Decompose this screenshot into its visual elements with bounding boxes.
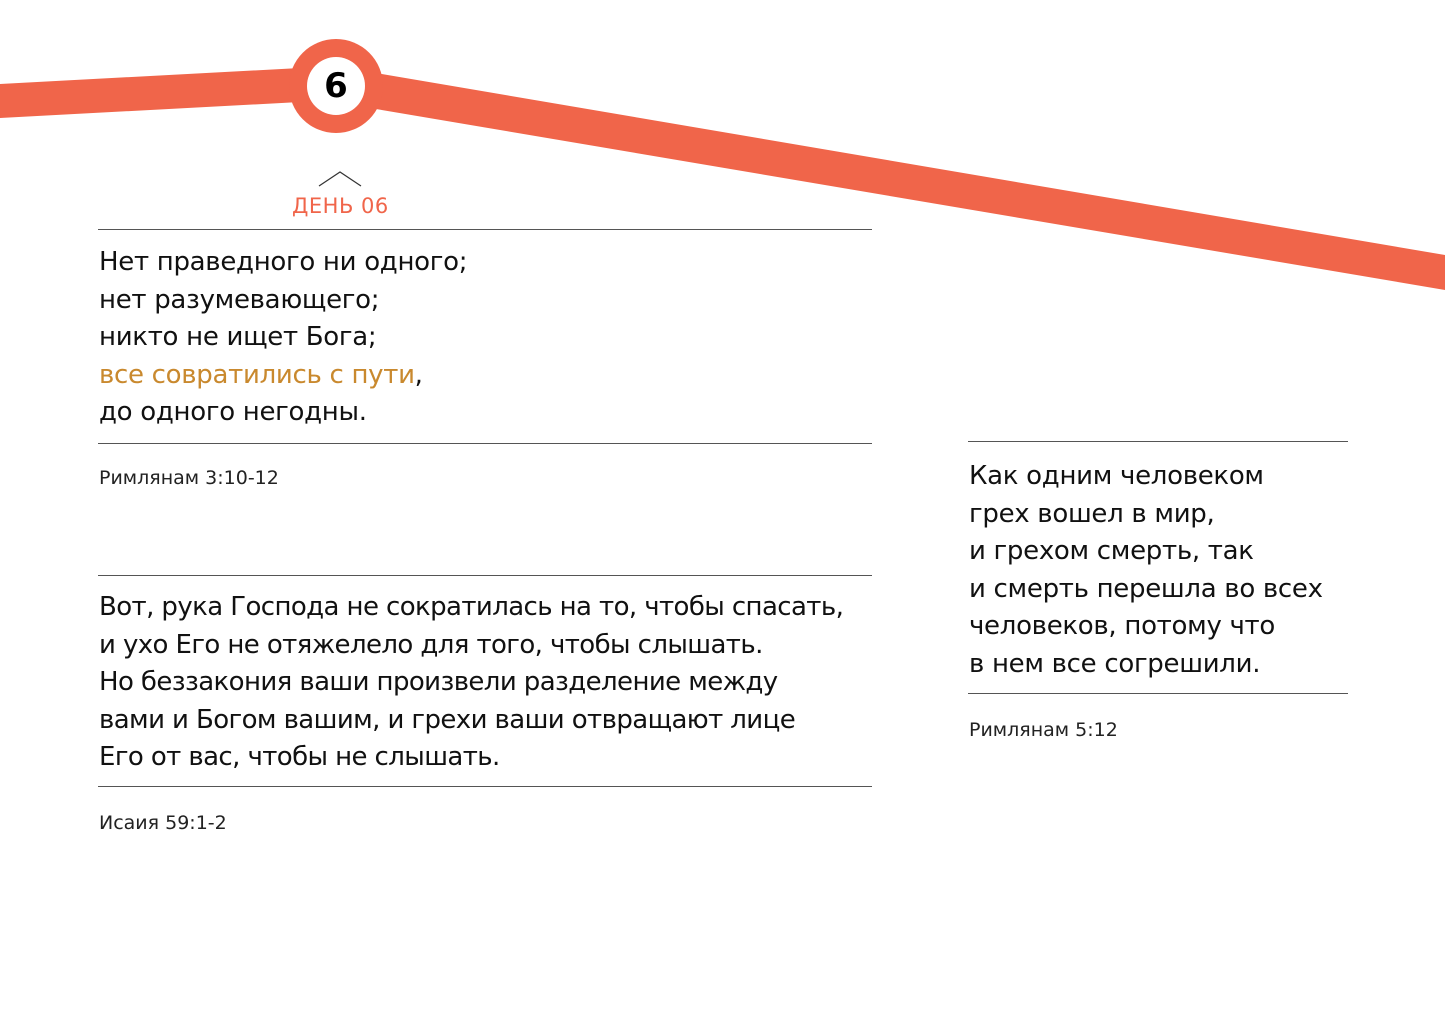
- verse-line: вами и Богом вашим, и грехи ваши отвращают лице: [99, 704, 796, 735]
- timeline-band-left: [0, 68, 300, 118]
- verse-line: человеков, потому что: [969, 611, 1276, 641]
- verse-reference: Римлянам 3:10-12: [99, 467, 279, 489]
- divider: [98, 575, 872, 576]
- verse-line: Вот, рука Господа не сократилась на то, чтобы спасать,: [99, 592, 844, 622]
- verse-line: Как одним человеком: [969, 461, 1264, 491]
- verse-line: Его от вас, чтобы не слышать.: [99, 742, 500, 772]
- verse-line: Но беззакония ваши произвели разделение между: [99, 667, 778, 697]
- verse-line: до одного негодны.: [99, 397, 367, 427]
- verse-line: грех вошел в мир,: [969, 498, 1215, 529]
- day-number: 6: [324, 66, 348, 106]
- verse-line: нет разумевающего;: [99, 284, 380, 315]
- verse-line: в нем все согрешили.: [969, 648, 1261, 679]
- verse-line: никто не ищет Бога;: [99, 322, 377, 352]
- caret-up-icon: [318, 170, 362, 188]
- verse-line: и ухо Его не отяжелело для того, чтобы слышать.: [99, 629, 763, 660]
- divider: [98, 786, 872, 787]
- verse-text-romans-3: [99, 244, 467, 432]
- highlighted-phrase: все совратились с пути: [99, 359, 415, 390]
- verse-reference: Римлянам 5:12: [969, 719, 1118, 741]
- verse-line: Нет праведного ни одного;: [99, 247, 468, 277]
- verse-reference: Исаия 59:1-2: [99, 812, 227, 834]
- divider: [98, 443, 872, 444]
- divider: [98, 229, 872, 230]
- verse-text-isaiah-59: [99, 589, 843, 777]
- day-label: ДЕНЬ 06: [292, 194, 389, 218]
- verse-line: и грехом смерть, так: [969, 536, 1254, 566]
- divider: [968, 441, 1348, 442]
- punctuation: ,: [414, 359, 423, 390]
- divider: [968, 693, 1348, 694]
- verse-text-romans-5: [969, 458, 1323, 683]
- timeline-band-right: [370, 72, 1445, 290]
- verse-line: и смерть перешла во всех: [969, 573, 1323, 604]
- verse-line-highlighted: [99, 357, 467, 395]
